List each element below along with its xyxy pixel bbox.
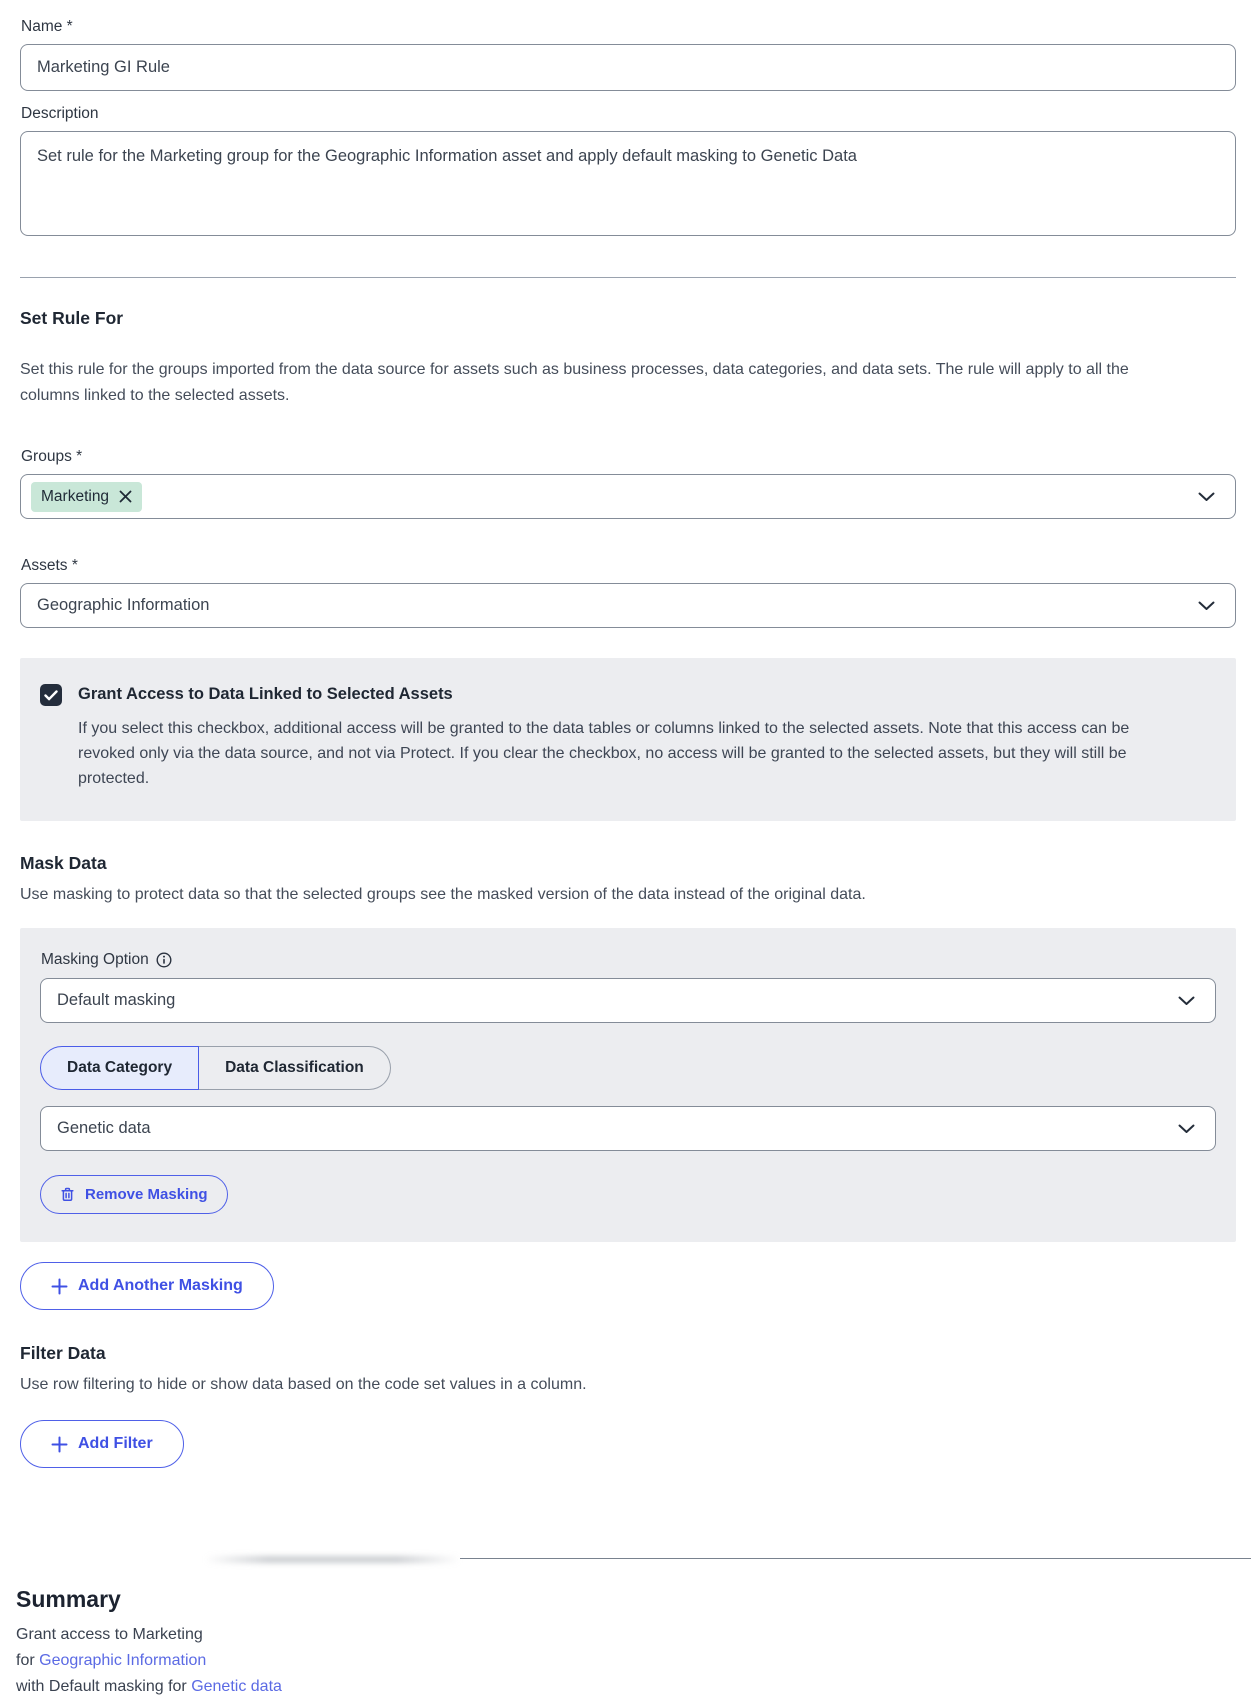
summary-line-2: for Geographic Information [16,1652,207,1669]
section-divider [20,277,1236,278]
grant-access-checkbox[interactable] [40,684,62,706]
summary-asset-link[interactable]: Geographic Information [39,1652,207,1669]
grant-access-panel [20,658,1236,821]
add-filter-label: Add Filter [78,1435,153,1452]
chevron-down-icon [1178,1124,1195,1134]
mask-data-description: Use masking to protect data so that the selected groups see the masked version of the data instead of the original data. [20,886,866,903]
add-another-masking-label: Add Another Masking [78,1277,243,1294]
summary-divider [0,1556,1251,1566]
remove-group-icon[interactable] [119,490,132,503]
assets-select[interactable] [20,583,1236,628]
masking-option-value: Default masking [57,991,176,1009]
masking-panel [20,928,1236,1242]
add-filter-button[interactable] [20,1420,184,1468]
group-chip [31,482,142,512]
name-input[interactable] [20,44,1236,91]
set-rule-for-description: Set this rule for the groups imported from the data source for assets such as business processes, data categories, and data sets. The rule will apply to all the columns linked to the selected assets. [20,361,1129,404]
groups-label: Groups * [21,448,83,465]
chevron-down-icon [1178,996,1195,1006]
name-label: Name * [21,18,73,35]
filter-data-heading: Filter Data [20,1343,106,1363]
add-another-masking-button[interactable] [20,1262,274,1310]
filter-data-description: Use row filtering to hide or show data based on the code set values in a column. [20,1376,587,1393]
summary-category-link[interactable]: Genetic data [191,1678,282,1695]
remove-masking-button[interactable] [40,1175,228,1214]
scroll-shadow [205,1556,460,1563]
summary-line-1: Grant access to Marketing [16,1626,203,1643]
description-label: Description [21,105,99,122]
tab-data-classification[interactable]: Data Classification [199,1046,391,1090]
masking-option-label: Masking Option [41,951,149,968]
data-category-select[interactable] [40,1106,1216,1151]
masking-option-select[interactable] [40,978,1216,1023]
plus-icon [51,1436,68,1453]
assets-value: Geographic Information [37,596,210,614]
chevron-down-icon [1198,601,1215,611]
data-category-value: Genetic data [57,1119,151,1137]
group-chip-label: Marketing [41,487,110,505]
set-rule-for-heading: Set Rule For [20,308,124,328]
plus-icon [51,1278,68,1295]
summary-line-3: with Default masking for Genetic data [16,1678,282,1695]
summary-section [16,1586,1251,1700]
description-input[interactable] [20,131,1236,236]
groups-select[interactable] [20,474,1236,519]
tab-data-category[interactable]: Data Category [40,1046,199,1090]
masking-type-tabs [40,1046,391,1090]
trash-icon [60,1187,75,1202]
assets-label: Assets * [21,557,78,574]
remove-masking-label: Remove Masking [85,1186,208,1203]
summary-divider-line [460,1558,1251,1559]
grant-access-description: If you select this checkbox, additional access will be granted to the data tables or columns linked to the selected assets. Note that this access can be revoked only via the data source, and not via Protect. If you clear the checkbox, no access will be granted to the selected assets, but they will still be protected. [78,720,1130,787]
summary-heading: Summary [16,1586,121,1612]
info-icon[interactable] [156,952,172,968]
mask-data-heading: Mask Data [20,853,107,873]
grant-access-title: Grant Access to Data Linked to Selected Assets [78,685,453,703]
chevron-down-icon [1198,492,1215,502]
